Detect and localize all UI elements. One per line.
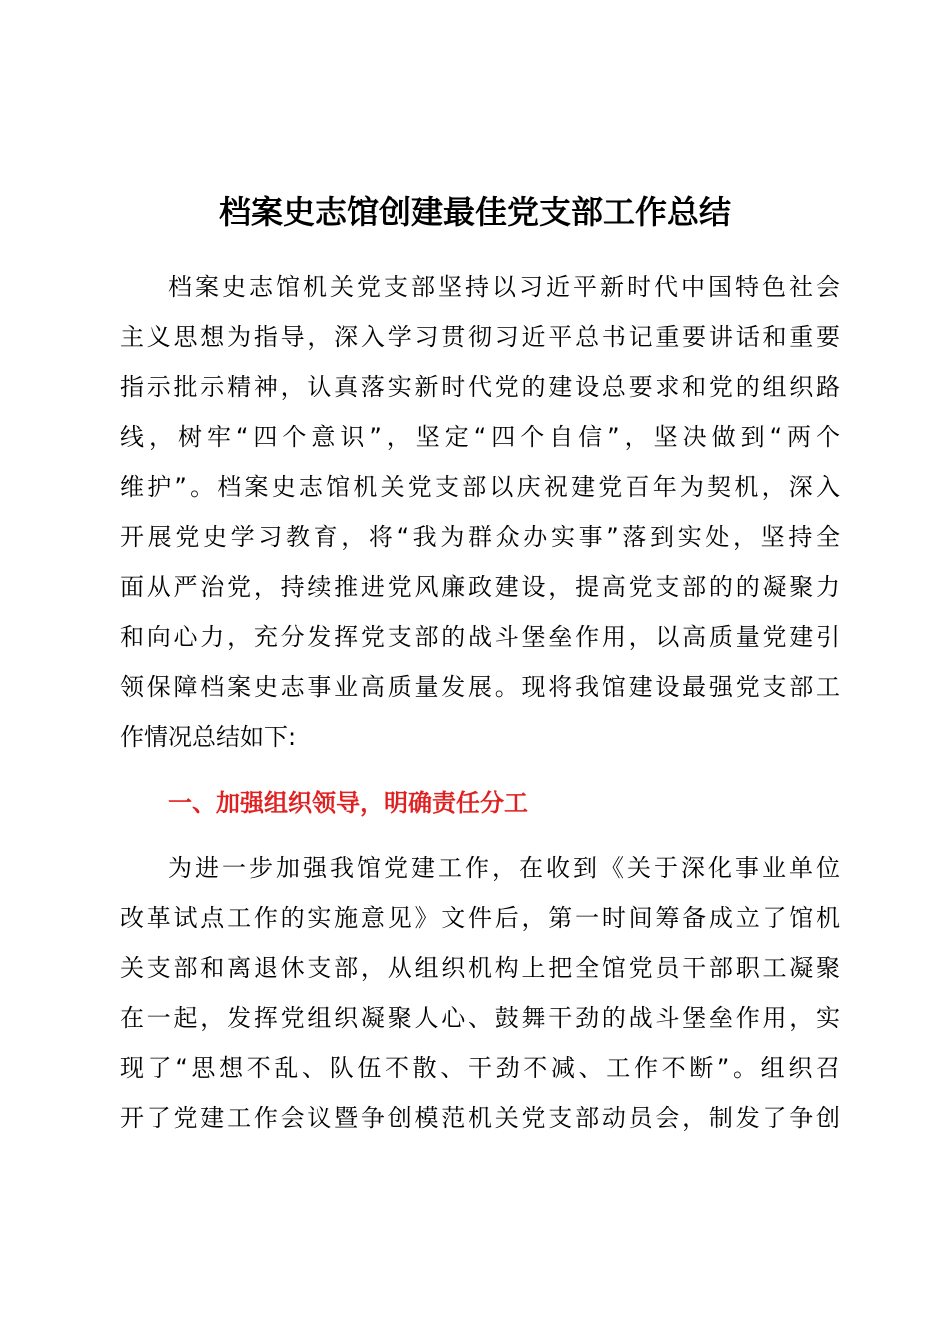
paragraph-line: 在一起，发挥党组织凝聚人心、鼓舞干劲的战斗堡垒作用，实 (120, 1004, 840, 1032)
paragraph-line: 关支部和离退休支部，从组织机构上把全馆党员干部职工凝聚 (120, 954, 840, 982)
paragraph-section1 (120, 843, 840, 1143)
document-title: 档案史志馆创建最佳党支部工作总结 (218, 193, 731, 231)
paragraph-line: 开了党建工作会议暨争创模范机关党支部动员会，制发了争创 (120, 1104, 840, 1132)
paragraph-line: 线，树牢“四个意识”，坚定“四个自信”，坚决做到“两个 (120, 423, 840, 451)
paragraph-line: 档案史志馆机关党支部坚持以习近平新时代中国特色社会 (168, 273, 840, 301)
paragraph-line: 现了“思想不乱、队伍不散、干劲不减、工作不断”。组织召 (120, 1054, 840, 1082)
section-heading: 一、加强组织领导，明确责任分工 (168, 789, 528, 817)
paragraph-line: 开展党史学习教育，将“我为群众办实事”落到实处，坚持全 (120, 523, 840, 551)
paragraph-line: 为进一步加强我馆党建工作，在收到《关于深化事业单位 (168, 854, 840, 882)
paragraph-intro (120, 262, 840, 762)
paragraph-line: 领保障档案史志事业高质量发展。现将我馆建设最强党支部工 (120, 673, 840, 701)
paragraph-line: 主义思想为指导，深入学习贯彻习近平总书记重要讲话和重要 (120, 323, 840, 351)
paragraph-line: 和向心力，充分发挥党支部的战斗堡垒作用，以高质量党建引 (120, 623, 840, 651)
paragraph-line: 改革试点工作的实施意见》文件后，第一时间筹备成立了馆机 (120, 904, 840, 932)
paragraph-line: 作情况总结如下: (120, 723, 297, 751)
paragraph-line: 面从严治党，持续推进党风廉政建设，提高党支部的的凝聚力 (120, 573, 840, 601)
paragraph-line: 指示批示精神，认真落实新时代党的建设总要求和党的组织路 (120, 373, 840, 401)
paragraph-line: 维护”。档案史志馆机关党支部以庆祝建党百年为契机，深入 (120, 473, 840, 501)
